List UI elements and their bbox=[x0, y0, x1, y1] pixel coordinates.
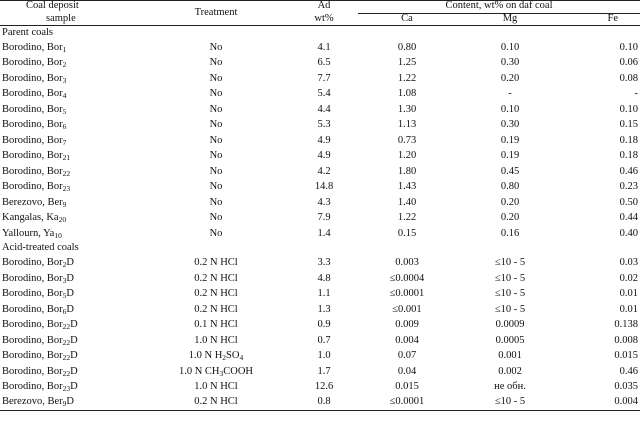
table-row bbox=[0, 318, 640, 334]
table-row bbox=[0, 226, 640, 242]
fe-cell: 0.004 bbox=[614, 396, 639, 408]
ad-cell: 4.4 bbox=[317, 103, 331, 115]
table-row bbox=[0, 102, 640, 118]
mg-cell: 0.10 bbox=[500, 41, 520, 53]
sample-cell bbox=[0, 56, 142, 72]
mg-cell: 0.30 bbox=[500, 119, 520, 130]
fe-cell: 0.035 bbox=[614, 381, 639, 392]
ad-cell: 1.7 bbox=[317, 365, 331, 377]
ca-cell: 0.07 bbox=[397, 350, 417, 361]
treatment-text: No bbox=[209, 88, 223, 99]
sample-name: Yallourn, Ya bbox=[2, 227, 55, 239]
header-sample-line1: Coal deposit bbox=[26, 0, 79, 11]
sample-name: Borodino, Bor bbox=[2, 103, 63, 115]
sample-name: Borodino, Bor bbox=[2, 88, 63, 99]
sample-subscript: 6 bbox=[62, 122, 67, 131]
ad-cell: 0.7 bbox=[317, 334, 331, 346]
sample-cell bbox=[0, 349, 142, 365]
sample-suffix: D bbox=[66, 303, 75, 315]
sample-cell bbox=[0, 102, 142, 118]
treatment-text: No bbox=[209, 150, 223, 161]
treatment-cell bbox=[142, 271, 290, 287]
sample-cell bbox=[0, 395, 142, 411]
header-content bbox=[358, 1, 640, 14]
sample-suffix: D bbox=[70, 350, 78, 361]
mg-cell: ≤10 - 5 bbox=[494, 288, 526, 299]
treatment-subscript: 3 bbox=[219, 368, 224, 378]
ad-cell: 5.3 bbox=[317, 119, 331, 130]
treatment-cell bbox=[142, 287, 290, 303]
ad-cell: 5.4 bbox=[317, 88, 331, 99]
ad-cell: 1.4 bbox=[317, 227, 331, 239]
ad-cell: 4.9 bbox=[317, 134, 331, 146]
treatment-text: No bbox=[209, 57, 223, 68]
sample-name: Berezovo, Ber bbox=[2, 396, 63, 408]
sample-cell bbox=[0, 118, 142, 134]
sample-name: Borodino, Bor bbox=[2, 381, 63, 392]
header-sample-line2: sample bbox=[46, 12, 76, 24]
sample-subscript: 1 bbox=[62, 44, 67, 54]
treatment-text: 1.0 N H bbox=[188, 350, 223, 361]
ca-cell: 0.004 bbox=[395, 334, 419, 346]
sample-suffix: D bbox=[66, 396, 74, 408]
table-row bbox=[0, 149, 640, 165]
sample-cell bbox=[0, 195, 142, 211]
table-row bbox=[0, 180, 640, 196]
treatment-cell bbox=[142, 395, 290, 411]
sample-name: Borodino, Bor bbox=[2, 41, 63, 53]
sample-subscript: 9 bbox=[62, 399, 67, 409]
table-row bbox=[0, 56, 640, 72]
ad-cell: 14.8 bbox=[314, 181, 334, 192]
mg-cell: 0.001 bbox=[498, 350, 522, 361]
table-row bbox=[0, 271, 640, 287]
ca-cell: 1.20 bbox=[397, 150, 417, 161]
fe-cell: 0.40 bbox=[619, 227, 639, 239]
fe-cell: 0.015 bbox=[614, 350, 639, 361]
fe-cell: 0.03 bbox=[619, 257, 639, 268]
ad-cell: 4.2 bbox=[317, 165, 331, 177]
ca-cell: 0.15 bbox=[397, 227, 417, 239]
ad-cell: 4.8 bbox=[317, 272, 331, 284]
sample-suffix: D bbox=[66, 272, 75, 284]
mg-cell: - bbox=[508, 88, 512, 99]
fe-cell: 0.10 bbox=[619, 103, 639, 115]
treatment-cell bbox=[142, 149, 290, 165]
treatment-cell bbox=[142, 40, 290, 56]
mg-cell: 0.80 bbox=[500, 181, 520, 192]
sample-name: Borodino, Bor bbox=[2, 150, 63, 161]
ad-cell: 12.6 bbox=[314, 381, 334, 392]
treatment-text: 1.0 N CH bbox=[178, 365, 220, 377]
table-row bbox=[0, 164, 640, 180]
sample-subscript: 4 bbox=[62, 91, 67, 100]
fe-cell: 0.138 bbox=[614, 319, 639, 330]
treatment-cell bbox=[142, 71, 290, 87]
treatment-suffix: SO bbox=[226, 350, 240, 361]
ca-cell: 0.04 bbox=[397, 365, 417, 377]
sample-cell bbox=[0, 333, 142, 349]
sample-cell bbox=[0, 40, 142, 56]
mg-cell: 0.19 bbox=[500, 134, 520, 146]
ad-cell: 0.9 bbox=[317, 319, 331, 330]
ad-cell: 4.1 bbox=[317, 41, 331, 53]
sample-subscript: 9 bbox=[62, 199, 67, 209]
header-sample-2 bbox=[0, 14, 142, 26]
ad-cell: 6.5 bbox=[317, 57, 331, 68]
sample-subscript: 20 bbox=[58, 215, 67, 224]
header-treatment-label: Treatment bbox=[194, 6, 238, 18]
table-row bbox=[0, 333, 640, 349]
sample-subscript: 2 bbox=[62, 260, 67, 269]
treatment-text: No bbox=[209, 72, 223, 84]
ad-cell: 7.7 bbox=[317, 72, 331, 84]
section-title: Parent coals bbox=[2, 26, 54, 38]
mg-cell: не обн. bbox=[494, 381, 526, 392]
treatment-cell bbox=[142, 133, 290, 149]
treatment-subscript-2: 4 bbox=[239, 353, 244, 362]
sample-name: Borodino, Bor bbox=[2, 288, 63, 299]
table-row bbox=[0, 71, 640, 87]
fe-cell: 0.50 bbox=[619, 196, 639, 208]
sample-subscript: 7 bbox=[62, 137, 67, 147]
sample-name: Borodino, Bor bbox=[2, 72, 63, 84]
table-row bbox=[0, 380, 640, 396]
table-row bbox=[0, 118, 640, 134]
ca-cell: ≤0.0001 bbox=[389, 288, 425, 299]
fe-cell: 0.15 bbox=[619, 119, 639, 130]
ca-cell: 1.13 bbox=[397, 119, 417, 130]
ca-cell: 1.43 bbox=[397, 181, 417, 192]
sample-cell bbox=[0, 164, 142, 180]
sample-cell bbox=[0, 256, 142, 272]
mg-cell: 0.20 bbox=[500, 196, 520, 208]
ca-cell: 1.25 bbox=[397, 57, 417, 68]
table-row bbox=[0, 133, 640, 149]
sample-cell bbox=[0, 302, 142, 318]
table-row bbox=[0, 195, 640, 211]
mg-cell: ≤10 - 5 bbox=[494, 272, 526, 284]
table-row bbox=[0, 87, 640, 103]
treatment-text: 0.2 N HCl bbox=[194, 257, 238, 268]
mg-cell: 0.20 bbox=[500, 212, 520, 223]
treatment-cell bbox=[142, 302, 290, 318]
sample-name: Kangalas, Ka bbox=[2, 212, 59, 223]
treatment-text: No bbox=[209, 227, 223, 239]
treatment-cell bbox=[142, 256, 290, 272]
sample-name: Borodino, Bor bbox=[2, 257, 63, 268]
ad-cell: 0.8 bbox=[317, 396, 331, 408]
sample-suffix: D bbox=[66, 257, 75, 268]
fe-cell: 0.44 bbox=[619, 212, 639, 223]
sample-cell bbox=[0, 380, 142, 396]
treatment-text: No bbox=[209, 41, 223, 53]
mg-cell: ≤10 - 5 bbox=[494, 303, 526, 315]
fe-cell: 0.18 bbox=[619, 150, 639, 161]
treatment-text: 1.0 N HCl bbox=[194, 381, 238, 392]
ad-cell: 1.3 bbox=[317, 303, 331, 315]
mg-cell: 0.19 bbox=[500, 150, 520, 161]
treatment-text: No bbox=[209, 181, 223, 192]
mg-cell: 0.20 bbox=[500, 72, 520, 84]
section-header-row bbox=[0, 26, 640, 41]
fe-cell: 0.08 bbox=[619, 72, 639, 84]
header-ad-line2: wt% bbox=[314, 12, 334, 24]
treatment-text: 0.2 N HCl bbox=[194, 396, 238, 408]
ad-cell: 4.9 bbox=[317, 150, 331, 161]
fe-cell: 0.18 bbox=[619, 134, 639, 146]
treatment-text: No bbox=[209, 212, 223, 223]
sample-cell bbox=[0, 226, 142, 242]
sample-subscript: 3 bbox=[62, 75, 67, 85]
sample-name: Borodino, Bor bbox=[2, 334, 63, 346]
treatment-text: 0.2 N HCl bbox=[194, 272, 238, 284]
treatment-text: 0.2 N HCl bbox=[194, 303, 238, 315]
sample-name: Borodino, Bor bbox=[2, 350, 63, 361]
treatment-subscript: 2 bbox=[222, 353, 227, 362]
sample-name: Berezovo, Ber bbox=[2, 196, 63, 208]
treatment-text: No bbox=[209, 196, 223, 208]
sample-suffix: D bbox=[70, 319, 78, 330]
mg-cell: ≤10 - 5 bbox=[494, 257, 526, 268]
treatment-cell bbox=[142, 211, 290, 227]
table-row bbox=[0, 302, 640, 318]
ca-cell: ≤0.0001 bbox=[389, 396, 425, 408]
sample-cell bbox=[0, 287, 142, 303]
sample-subscript: 5 bbox=[62, 291, 67, 300]
mg-cell: 0.0005 bbox=[495, 334, 525, 346]
table-row bbox=[0, 287, 640, 303]
fe-cell: 0.46 bbox=[619, 165, 639, 177]
treatment-cell bbox=[142, 318, 290, 334]
sample-subscript: 22 bbox=[62, 322, 71, 331]
sample-cell bbox=[0, 133, 142, 149]
fe-cell: 0.008 bbox=[614, 334, 639, 346]
ca-cell: 1.80 bbox=[397, 165, 417, 177]
sample-name: Borodino, Bor bbox=[2, 181, 63, 192]
ad-cell: 7.9 bbox=[317, 212, 331, 223]
treatment-cell bbox=[142, 364, 290, 380]
sample-suffix: D bbox=[70, 365, 78, 377]
mg-cell: 0.0009 bbox=[495, 319, 525, 330]
sample-cell bbox=[0, 71, 142, 87]
table-row bbox=[0, 349, 640, 365]
sample-subscript: 22 bbox=[62, 368, 71, 378]
sample-name: Borodino, Bor bbox=[2, 165, 63, 177]
header-fe-label: Fe bbox=[607, 13, 619, 24]
treatment-text: 0.1 N HCl bbox=[194, 319, 238, 330]
ca-cell: ≤0.0004 bbox=[389, 272, 425, 284]
table-row bbox=[0, 211, 640, 227]
ca-cell: 0.80 bbox=[397, 41, 417, 53]
sample-name: Borodino, Bor bbox=[2, 303, 63, 315]
ca-cell: 1.40 bbox=[397, 196, 417, 208]
ca-cell: 1.08 bbox=[397, 88, 417, 99]
mg-cell: 0.002 bbox=[498, 365, 522, 377]
fe-cell: 0.23 bbox=[619, 181, 639, 192]
sample-subscript: 2 bbox=[62, 60, 67, 69]
header-ca bbox=[358, 14, 456, 26]
treatment-cell bbox=[142, 333, 290, 349]
sample-name: Borodino, Bor bbox=[2, 272, 63, 284]
treatment-text: No bbox=[209, 119, 223, 130]
treatment-text: 0.2 N HCl bbox=[194, 288, 238, 299]
mg-cell: 0.10 bbox=[500, 103, 520, 115]
mg-cell: 0.45 bbox=[500, 165, 520, 177]
sample-subscript: 21 bbox=[62, 153, 71, 162]
treatment-text: No bbox=[209, 103, 223, 115]
sample-subscript: 3 bbox=[62, 275, 67, 285]
table-row bbox=[0, 395, 640, 411]
table-row bbox=[0, 364, 640, 380]
sample-name: Borodino, Bor bbox=[2, 119, 63, 130]
sample-suffix: D bbox=[66, 288, 75, 299]
sample-subscript: 6 bbox=[62, 306, 67, 316]
fe-cell: - bbox=[634, 88, 639, 99]
sample-cell bbox=[0, 271, 142, 287]
header-ca-label: Ca bbox=[401, 13, 413, 24]
sample-name: Borodino, Bor bbox=[2, 57, 63, 68]
header-treatment bbox=[142, 1, 290, 26]
ca-cell: ≤0.001 bbox=[392, 303, 422, 315]
header-ad-line1: Ad bbox=[317, 0, 331, 11]
ca-cell: 1.22 bbox=[397, 72, 417, 84]
sample-cell bbox=[0, 180, 142, 196]
treatment-cell bbox=[142, 87, 290, 103]
mg-cell: 0.30 bbox=[500, 57, 520, 68]
treatment-cell bbox=[142, 226, 290, 242]
ca-cell: 1.22 bbox=[397, 212, 417, 223]
treatment-suffix: COOH bbox=[223, 365, 254, 377]
header-content-label: Content, wt% on daf coal bbox=[445, 0, 553, 11]
fe-cell: 0.01 bbox=[619, 303, 639, 315]
treatment-cell bbox=[142, 102, 290, 118]
treatment-text: No bbox=[209, 165, 223, 177]
sample-name: Borodino, Bor bbox=[2, 319, 63, 330]
table-row bbox=[0, 256, 640, 272]
treatment-cell bbox=[142, 56, 290, 72]
sample-cell bbox=[0, 364, 142, 380]
sample-subscript: 22 bbox=[62, 353, 71, 362]
fe-cell: 0.01 bbox=[619, 288, 639, 299]
ad-cell: 1.0 bbox=[317, 350, 331, 361]
sample-subscript: 5 bbox=[62, 106, 67, 116]
header-mg-label: Mg bbox=[502, 13, 518, 24]
fe-cell: 0.02 bbox=[619, 272, 639, 284]
sample-suffix: D bbox=[70, 381, 78, 392]
sample-subscript: 10 bbox=[54, 230, 62, 240]
sample-cell bbox=[0, 149, 142, 165]
sample-subscript: 22 bbox=[62, 337, 71, 347]
fe-cell: 0.06 bbox=[619, 57, 639, 68]
ca-cell: 0.73 bbox=[397, 134, 417, 146]
fe-cell: 0.10 bbox=[619, 41, 639, 53]
sample-cell bbox=[0, 87, 142, 103]
sample-subscript: 22 bbox=[62, 168, 71, 178]
table-row bbox=[0, 40, 640, 56]
ad-cell: 3.3 bbox=[317, 257, 331, 268]
sample-subscript: 23 bbox=[62, 384, 71, 393]
sample-cell bbox=[0, 211, 142, 227]
section-title: Acid-treated coals bbox=[2, 242, 79, 254]
mg-cell: 0.16 bbox=[500, 227, 520, 239]
sample-name: Borodino, Bor bbox=[2, 134, 63, 146]
treatment-cell bbox=[142, 164, 290, 180]
sample-name: Borodino, Bor bbox=[2, 365, 63, 377]
ca-cell: 1.30 bbox=[397, 103, 417, 115]
treatment-cell bbox=[142, 195, 290, 211]
treatment-cell bbox=[142, 380, 290, 396]
header-fe bbox=[564, 14, 640, 26]
fe-cell: 0.46 bbox=[619, 365, 639, 377]
treatment-text: No bbox=[209, 134, 223, 146]
header-ad-2 bbox=[290, 14, 358, 26]
ca-cell: 0.003 bbox=[395, 257, 419, 268]
header-mg bbox=[456, 14, 564, 26]
treatment-cell bbox=[142, 180, 290, 196]
sample-suffix: D bbox=[70, 334, 78, 346]
ca-cell: 0.009 bbox=[395, 319, 419, 330]
treatment-cell bbox=[142, 118, 290, 134]
ad-cell: 4.3 bbox=[317, 196, 331, 208]
ad-cell: 1.1 bbox=[317, 288, 331, 299]
sample-subscript: 23 bbox=[62, 184, 71, 193]
treatment-cell bbox=[142, 349, 290, 365]
treatment-text: 1.0 N HCl bbox=[194, 334, 238, 346]
mg-cell: ≤10 - 5 bbox=[494, 396, 526, 408]
ca-cell: 0.015 bbox=[395, 381, 419, 392]
section-header-row bbox=[0, 242, 640, 256]
sample-cell bbox=[0, 318, 142, 334]
